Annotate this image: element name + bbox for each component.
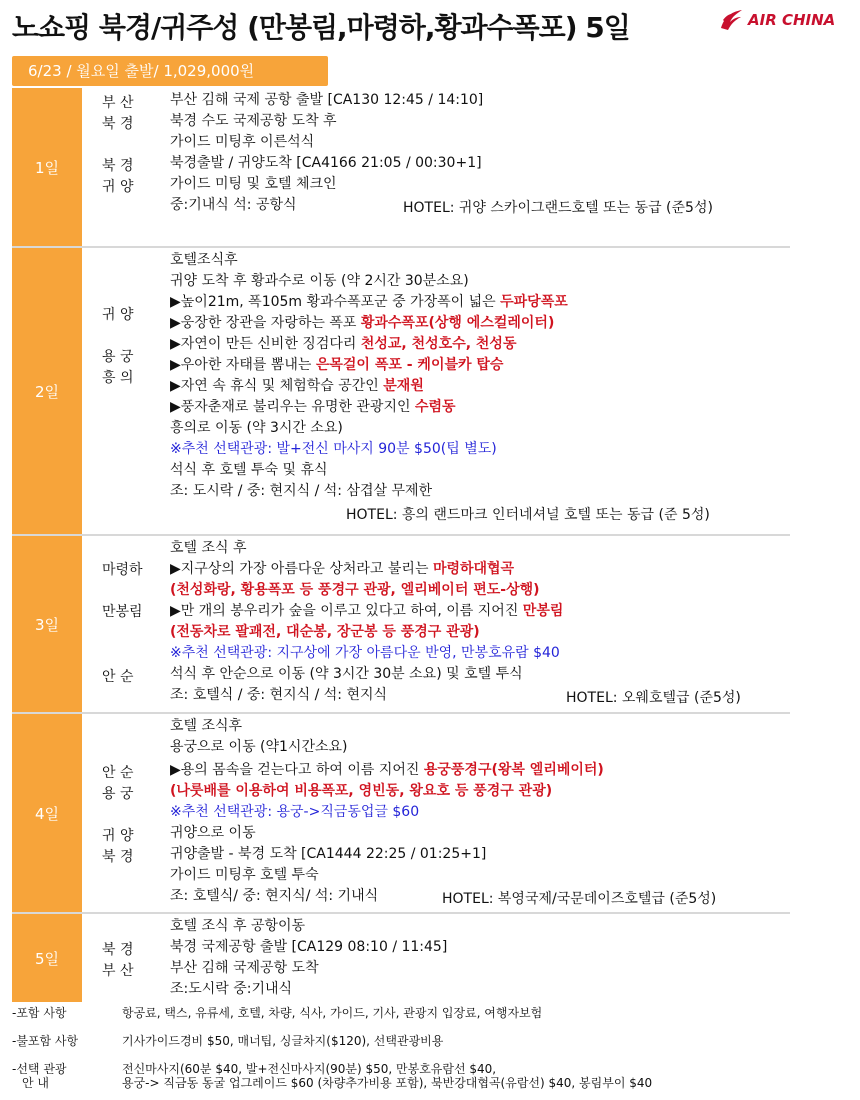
day-label: 4일: [12, 714, 82, 912]
itinerary-line: ▶지구상의 가장 아름다운 상처라고 불리는 마령하대협곡: [170, 561, 515, 577]
day-5-row: [12, 914, 790, 1002]
meals-line: 조: 호텔식 / 중: 현지식 / 석: 현지식: [170, 687, 388, 703]
note-label: -불포함 사항: [12, 1034, 79, 1048]
day-label: 5일: [12, 914, 82, 1002]
itinerary-line: 귀양출발 - 북경 도착 [CA1444 22:25 / 01:25+1]: [170, 846, 487, 862]
place-label: 북 경: [102, 942, 134, 958]
page-title: 노쇼핑 북경/귀주성 (만봉림,마령하,황과수폭포) 5일: [12, 11, 630, 44]
highlight-text: 천성교, 천성호수, 천성동: [360, 336, 517, 352]
day-4-row: [12, 714, 790, 914]
highlight-text: 마령하대협곡: [432, 561, 515, 577]
itinerary-line: 가이드 미팅후 이른석식: [170, 134, 315, 150]
itinerary-line: ▶자연 속 휴식 및 체험학습 공간인 분재원: [170, 378, 424, 394]
air-china-logo: [718, 8, 835, 32]
meals-line: 조:도시락 중:기내식: [170, 981, 293, 997]
place-label: 마령하: [102, 562, 143, 578]
place-label: 부 산: [102, 963, 134, 979]
note-value: 용궁-> 직금동 동굴 업그레이드 $60 (차량추가비용 포함), 북반강대협곡(유람선) $40, 봉림부이 $40: [122, 1076, 653, 1090]
optional-tour-line: ※추천 선택관광: 용궁->직금동업글 $60: [170, 804, 420, 820]
optional-tour-line: ※추천 선택관광: 지구상에 가장 아름다운 반영, 만봉호유람 $40: [170, 645, 560, 661]
hotel-info: HOTEL: 흥의 랜드마크 인터네셔널 호텔 또는 동급 (준 5성): [346, 507, 710, 523]
place-label: 용 궁: [102, 349, 134, 365]
itinerary-line: 가이드 미팅 및 호텔 체크인: [170, 176, 337, 192]
place-label: 귀 양: [102, 179, 134, 195]
place-label: 귀 양: [102, 828, 134, 844]
itinerary-line: 석식 후 호텔 투숙 및 휴식: [170, 462, 328, 478]
note-value: 항공료, 택스, 유류세, 호텔, 차량, 식사, 가이드, 기사, 관광지 입장료, 여행자보험: [122, 1006, 543, 1020]
itinerary-line: [170, 580, 540, 601]
itinerary-line: 흥의로 이동 (약 3시간 소요): [170, 420, 343, 436]
itinerary-line: 부산 김해 국제 공항 출발 [CA130 12:45 / 14:10]: [170, 92, 484, 108]
note-label: -선택 관광: [12, 1062, 67, 1076]
day-label: 3일: [12, 536, 82, 712]
itinerary-line: 호텔 조식후: [170, 718, 243, 734]
itinerary-line: ▶높이21m, 폭105m 황과수폭포군 중 가장폭이 넓은 두파당폭포: [170, 294, 568, 310]
place-label: 만봉림: [102, 604, 143, 620]
day-label: 2일: [12, 248, 82, 534]
place-label: 안 순: [102, 669, 134, 685]
highlight-text: (나룻배를 이용하여 비용폭포, 영빈동, 왕요호 등 풍경구 관광): [170, 783, 553, 799]
itinerary-line: ▶자연이 만든 신비한 징검다리 천성교, 천성호수, 천성동: [170, 336, 517, 352]
itinerary-line: 용궁으로 이동 (약1시간소요): [170, 739, 348, 755]
meals-line: 조: 호텔식/ 중: 현지식/ 석: 기내식: [170, 888, 379, 904]
place-label: 부 산: [102, 95, 134, 111]
itinerary-line: 귀양으로 이동: [170, 825, 256, 841]
place-label: 북 경: [102, 849, 134, 865]
place-label: 흥 의: [102, 370, 134, 386]
place-label: 귀 양: [102, 307, 134, 323]
itinerary-line: 부산 김해 국제공항 도착: [170, 960, 319, 976]
meals-line: 중:기내식 석: 공항식: [170, 197, 297, 213]
highlight-text: 은목걸이 폭포 - 케이블카 탑승: [315, 357, 504, 373]
itinerary-line: ▶풍자춘재로 불리우는 유명한 관광지인 수렴동: [170, 399, 456, 415]
highlight-text: 용궁풍경구(왕복 엘리베이터): [423, 762, 604, 778]
itinerary-line: 북경 수도 국제공항 도착 후: [170, 113, 337, 129]
day-1-row: [12, 88, 790, 248]
itinerary-line: 석식 후 안순으로 이동 (약 3시간 30분 소요) 및 호텔 투식: [170, 666, 523, 682]
itinerary-line: 가이드 미팅후 호텔 투숙: [170, 867, 319, 883]
itinerary-line: [170, 781, 552, 802]
highlight-text: 수렴동: [414, 399, 456, 415]
highlight-text: 만봉림: [522, 603, 564, 619]
itinerary-line: 귀양 도착 후 황과수로 이동 (약 2시간 30분소요): [170, 273, 469, 289]
itinerary-line: 호텔조식후: [170, 252, 238, 268]
airline-name: AIR CHINA: [748, 11, 836, 29]
note-label: 안 내: [22, 1076, 49, 1090]
hotel-info: HOTEL: 귀양 스카이그랜드호텔 또는 동급 (준5성): [403, 200, 713, 216]
note-value: 전신마사지(60분 $40, 발+전신마사지(90분) $50, 만봉호유람선 $40,: [122, 1062, 497, 1076]
itinerary-line: [170, 622, 480, 643]
itinerary-line: 호텔 조식 후: [170, 540, 247, 556]
itinerary-line: ▶우아한 자태를 뽐내는 은목걸이 폭포 - 케이블카 탑승: [170, 357, 504, 373]
highlight-text: (전동차로 팔괘전, 대순봉, 장군봉 등 풍경구 관광): [170, 624, 480, 640]
note-value: 기사가이드경비 $50, 매너팁, 싱글차지($120), 선택관광비용: [122, 1034, 444, 1048]
itinerary-line: 북경출발 / 귀양도착 [CA4166 21:05 / 00:30+1]: [170, 155, 482, 171]
day-3-row: [12, 536, 790, 714]
highlight-text: 분재원: [383, 378, 424, 394]
optional-tour-line: ※추천 선택관광: 발+전신 마사지 90분 $50(팁 별도): [170, 441, 497, 457]
highlight-text: (천성화랑, 황용폭포 등 풍경구 관광, 엘리베이터 편도-상행): [170, 582, 540, 598]
phoenix-icon: [718, 8, 744, 32]
day-label: 1일: [12, 88, 82, 246]
highlight-text: 두파당폭포: [500, 294, 568, 310]
highlight-text: 황과수폭포(상행 에스컬레이터): [360, 315, 555, 331]
hotel-info: HOTEL: 오웨호텔급 (준5성): [566, 690, 741, 706]
itinerary-line: ▶만 개의 봉우리가 숲을 이루고 있다고 하여, 이름 지어진 만봉림: [170, 603, 564, 619]
itinerary-line: ▶용의 몸속을 걷는다고 하여 이름 지어진 용궁풍경구(왕복 엘리베이터): [170, 762, 604, 778]
departure-banner: 6/23 / 월요일 출발/ 1,029,000원: [12, 56, 328, 86]
place-label: 용 궁: [102, 786, 134, 802]
place-label: 북 경: [102, 116, 134, 132]
meals-line: 조: 도시락 / 중: 현지식 / 석: 삼겹살 무제한: [170, 483, 433, 499]
day-2-row: [12, 248, 790, 536]
place-label: 북 경: [102, 158, 134, 174]
itinerary-line: 호텔 조식 후 공항이동: [170, 918, 306, 934]
note-label: -포함 사항: [12, 1006, 67, 1020]
place-label: 안 순: [102, 765, 134, 781]
itinerary-line: ▶웅장한 장관을 자랑하는 폭포 황과수폭포(상행 에스컬레이터): [170, 315, 555, 331]
hotel-info: HOTEL: 복영국제/국문데이즈호텔급 (준5성): [442, 891, 717, 907]
itinerary-line: 북경 국제공항 출발 [CA129 08:10 / 11:45]: [170, 939, 448, 955]
